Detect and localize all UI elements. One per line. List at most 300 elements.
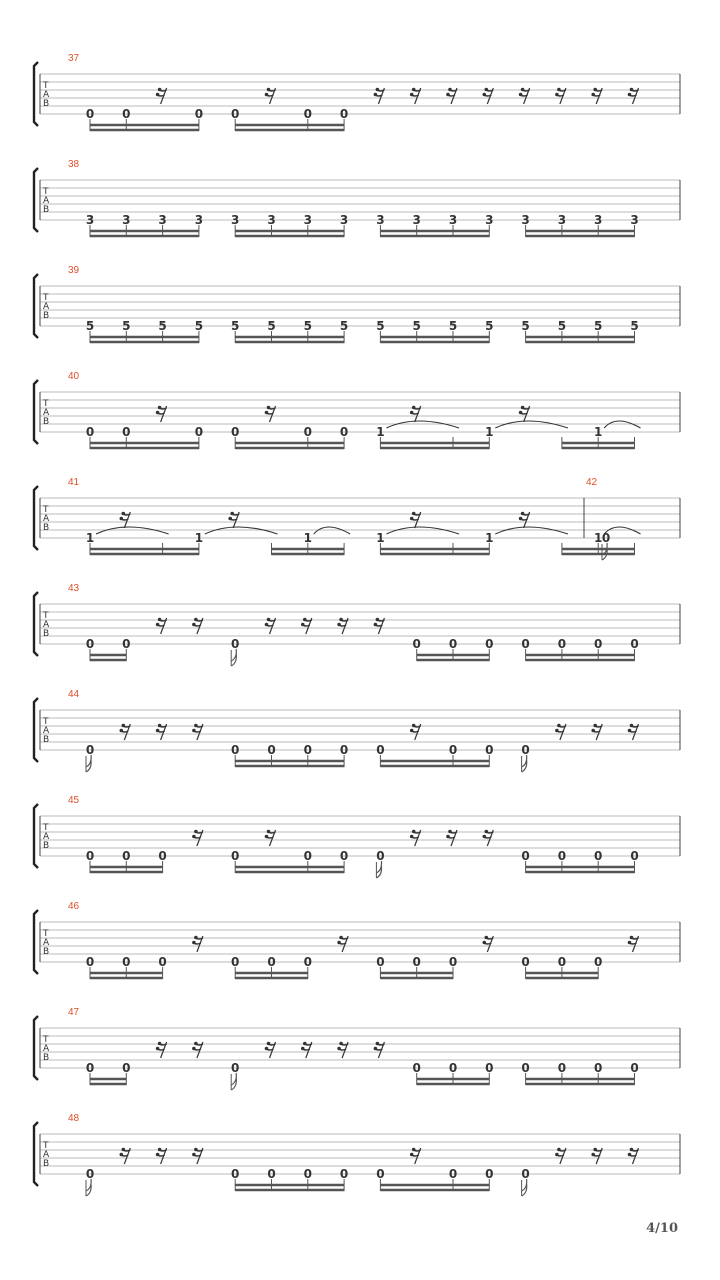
fret-number: 1 [303,531,312,545]
rest-dot [412,512,416,516]
fret-number: 0 [448,1167,458,1181]
fret-number: 3 [85,213,95,227]
rest-dot [483,93,487,97]
tab-clef-letter: T [43,1035,49,1045]
rest-dot [519,93,523,97]
rest-dot [156,93,160,97]
fret-number: 0 [303,107,312,121]
tab-system [34,265,680,343]
tab-clef-letter: T [43,505,49,515]
fret-number: 0 [122,1061,131,1075]
rest-dot [374,1047,378,1051]
fret-number: 0 [557,1061,567,1075]
fret-number: 0 [557,849,567,863]
system-bracket [34,168,38,232]
rest-dot [485,936,489,940]
fret-number: 0 [85,107,95,121]
rest-dot [265,93,269,97]
tab-system [34,1113,680,1196]
fret-number: 0 [521,637,530,651]
fret-number: 0 [231,425,240,439]
measure [68,583,639,666]
fret-number: 3 [231,213,240,227]
rest-dot [628,93,632,97]
tab-clef-letter: A [43,90,50,100]
rest-dot [519,517,523,521]
rest-dot [267,406,271,410]
fret-number: 0 [485,637,494,651]
measure-number: 45 [68,795,80,806]
system-bracket [34,274,38,338]
tab-clef-letter: B [43,629,50,639]
rest-dot [593,1148,597,1152]
measure [68,689,639,772]
tab-clef-letter: A [43,726,50,736]
fret-number: 0 [339,1167,349,1181]
rest-dot [630,936,634,940]
rest-dot [265,1047,269,1051]
fret-number: 5 [557,319,567,333]
rest-dot [591,1153,595,1157]
tab-clef-letter: T [43,81,49,91]
fret-number: 0 [303,743,312,757]
rest-dot [410,729,414,733]
tab-clef-letter: B [43,205,50,215]
measure [68,159,639,237]
rest-dot [339,618,343,622]
rest-dot [192,835,196,839]
rest-dot [337,623,341,627]
fret-number: 5 [485,319,494,333]
measure-number: 37 [68,53,80,64]
tab-clef-letter: B [43,841,50,851]
measure-number: 44 [68,689,80,700]
rest-dot [265,411,269,415]
rest-dot [265,623,269,627]
tab-clef-letter: T [43,717,49,727]
fret-number: 5 [376,319,385,333]
rest-dot [194,936,198,940]
rest-dot [156,1153,160,1157]
fret-number: 0 [158,955,167,969]
tab-clef-letter: B [43,1053,50,1063]
tab-system [34,159,680,237]
fret-number: 3 [194,213,204,227]
tab-clef-letter: B [43,947,50,957]
rest-dot [519,411,523,415]
measure-number: 40 [68,371,80,382]
rest-dot [483,835,487,839]
fret-number: 0 [303,849,312,863]
fret-number: 0 [85,425,95,439]
fret-number: 1 [194,531,204,545]
rest-dot [628,1153,632,1157]
fret-number: 0 [630,637,639,651]
fret-number: 0 [85,743,95,757]
fret-number: 3 [158,213,167,227]
measure [68,901,639,979]
rest-dot [374,93,378,97]
fret-number: 0 [194,107,204,121]
fret-number: 5 [412,319,421,333]
rest-dot [339,1042,343,1046]
rest-dot [303,618,307,622]
system-bracket [34,380,38,444]
rest-dot [446,835,450,839]
tab-clef-letter: A [43,196,50,206]
measure-number: 48 [68,1113,80,1124]
fret-number: 5 [303,319,312,333]
tab-system [34,371,680,449]
tab-system [34,53,680,131]
rest-dot [521,512,525,516]
fret-number: 5 [630,319,639,333]
rest-dot [122,1148,126,1152]
rest-dot [593,88,597,92]
fret-number: 0 [231,955,240,969]
fret-number: 3 [376,213,385,227]
tab-system [34,477,680,560]
fret-number: 0 [303,425,312,439]
fret-number: 0 [231,1061,240,1075]
tab-clef-letter: A [43,938,50,948]
rest-dot [630,724,634,728]
rest-dot [557,724,561,728]
rest-dot [485,830,489,834]
rest-dot [376,88,380,92]
fret-number: 0 [601,531,611,545]
tab-system [34,795,680,878]
rest-dot [410,835,414,839]
tab-clef-letter: T [43,187,49,197]
tab-system [34,583,680,666]
tab-clef-letter: A [43,1044,50,1054]
rest-dot [192,941,196,945]
fret-number: 0 [448,743,458,757]
fret-number: 0 [521,849,530,863]
rest-dot [194,1042,198,1046]
measure-number: 41 [68,477,80,488]
fret-number: 0 [267,743,276,757]
measure-number: 42 [586,477,598,488]
fret-number: 0 [557,637,567,651]
fret-number: 5 [521,319,530,333]
measure-number: 39 [68,265,80,276]
measure [68,1007,639,1090]
fret-number: 0 [158,849,167,863]
fret-number: 0 [521,955,530,969]
fret-number: 0 [122,849,131,863]
fret-number: 0 [630,849,639,863]
rest-dot [158,618,162,622]
fret-number: 0 [412,955,421,969]
fret-number: 0 [594,637,603,651]
measure-number: 43 [68,583,80,594]
system-bracket [34,910,38,974]
fret-number: 0 [122,637,131,651]
fret-number: 0 [122,955,131,969]
rest-dot [122,724,126,728]
rest-dot [120,1153,124,1157]
fret-number: 3 [412,213,421,227]
fret-number: 5 [231,319,240,333]
rest-dot [339,936,343,940]
tab-clef-letter: A [43,832,50,842]
fret-number: 0 [85,849,95,863]
rest-dot [265,835,269,839]
rest-dot [158,406,162,410]
fret-number: 0 [412,1061,421,1075]
fret-number: 1 [376,531,385,545]
rest-dot [156,729,160,733]
fret-number: 0 [594,849,603,863]
tab-clef-letter: A [43,408,50,418]
rest-dot [557,1148,561,1152]
fret-number: 0 [521,1061,530,1075]
fret-number: 0 [339,425,349,439]
rest-dot [628,729,632,733]
measure [68,265,639,343]
rest-dot [301,1047,305,1051]
rest-dot [267,88,271,92]
rest-dot [412,406,416,410]
rest-dot [412,88,416,92]
fret-number: 3 [122,213,131,227]
rest-dot [230,512,234,516]
rest-dot [120,729,124,733]
fret-number: 0 [231,743,240,757]
system-bracket [34,62,38,126]
fret-number: 3 [485,213,494,227]
fret-number: 0 [122,425,131,439]
fret-number: 0 [448,955,458,969]
rest-dot [267,618,271,622]
rest-dot [521,406,525,410]
fret-number: 0 [594,1061,603,1075]
fret-number: 0 [412,637,421,651]
fret-number: 5 [194,319,204,333]
fret-number: 0 [339,849,349,863]
measure [68,53,639,131]
fret-number: 1 [376,425,385,439]
fret-number: 3 [557,213,567,227]
fret-number: 1 [485,531,494,545]
fret-number: 0 [485,1061,494,1075]
rest-dot [192,623,196,627]
fret-number: 1 [594,425,603,439]
fret-number: 0 [231,107,240,121]
fret-number: 0 [85,1167,95,1181]
fret-number: 0 [267,955,276,969]
rest-dot [192,729,196,733]
fret-number: 0 [557,955,567,969]
rest-dot [483,941,487,945]
tab-clef-letter: B [43,99,50,109]
rest-dot [156,623,160,627]
rest-dot [410,93,414,97]
tab-clef-letter: B [43,735,50,745]
system-bracket [34,804,38,868]
rest-dot [591,729,595,733]
rest-dot [122,512,126,516]
rest-dot [156,1047,160,1051]
system-bracket [34,486,38,550]
system-bracket [34,592,38,656]
rest-dot [337,941,341,945]
fret-number: 5 [339,319,349,333]
fret-number: 3 [303,213,312,227]
rest-dot [448,830,452,834]
rest-dot [591,93,595,97]
fret-number: 3 [448,213,458,227]
fret-number: 3 [267,213,276,227]
fret-number: 0 [376,955,385,969]
rest-dot [158,1042,162,1046]
page-number: 4/10 [646,1221,678,1236]
fret-number: 5 [448,319,458,333]
system-bracket [34,1122,38,1186]
rest-dot [593,724,597,728]
rest-dot [192,1047,196,1051]
measure [68,371,641,449]
rest-dot [158,724,162,728]
rest-dot [194,618,198,622]
fret-number: 0 [122,107,131,121]
fret-number: 0 [303,1167,312,1181]
tab-clef-letter: B [43,523,50,533]
fret-number: 0 [231,849,240,863]
tab-clef-letter: T [43,399,49,409]
rest-dot [628,941,632,945]
rest-dot [555,729,559,733]
fret-number: 0 [521,1167,530,1181]
rest-dot [555,93,559,97]
tab-clef-letter: T [43,823,49,833]
rest-dot [410,517,414,521]
tab-clef-letter: T [43,293,49,303]
rest-dot [158,88,162,92]
rest-dot [376,618,380,622]
rest-dot [410,411,414,415]
fret-number: 0 [448,1061,458,1075]
rest-dot [337,1047,341,1051]
tab-system [34,689,680,772]
fret-number: 0 [339,107,349,121]
tab-clef-letter: A [43,620,50,630]
fret-number: 1 [594,531,603,545]
rest-dot [555,1153,559,1157]
system-bracket [34,698,38,762]
fret-number: 5 [594,319,603,333]
fret-number: 0 [85,1061,95,1075]
tab-clef-letter: B [43,1159,50,1169]
tab-clef-letter: T [43,1141,49,1151]
fret-number: 0 [267,1167,276,1181]
rest-dot [301,623,305,627]
fret-number: 0 [630,1061,639,1075]
tab-clef-letter: A [43,1150,50,1160]
system-bracket [34,1016,38,1080]
measure [68,1113,639,1196]
tab-clef-letter: B [43,311,50,321]
fret-number: 3 [594,213,603,227]
fret-number: 0 [85,637,95,651]
fret-number: 0 [231,1167,240,1181]
fret-number: 5 [158,319,167,333]
fret-number: 3 [339,213,349,227]
rest-dot [557,88,561,92]
rest-dot [267,830,271,834]
rest-dot [446,93,450,97]
tab-clef-letter: T [43,929,49,939]
rest-dot [228,517,232,521]
fret-number: 0 [376,849,385,863]
measure-number: 46 [68,901,80,912]
fret-number: 1 [85,531,95,545]
fret-number: 0 [339,743,349,757]
tab-clef-letter: B [43,417,50,427]
fret-number: 0 [231,637,240,651]
fret-number: 5 [122,319,131,333]
fret-number: 3 [521,213,530,227]
fret-number: 0 [303,955,312,969]
fret-number: 0 [485,743,494,757]
measure [68,477,641,555]
rest-dot [158,1148,162,1152]
fret-number: 0 [376,743,385,757]
rest-dot [156,411,160,415]
rest-dot [194,1148,198,1152]
rest-dot [485,88,489,92]
tab-clef-letter: T [43,611,49,621]
tab-system [34,1007,680,1090]
fret-number: 0 [521,743,530,757]
rest-dot [303,1042,307,1046]
measure-number: 47 [68,1007,80,1018]
fret-number: 5 [267,319,276,333]
measure [584,477,610,560]
fret-number: 0 [448,637,458,651]
tab-clef-letter: A [43,302,50,312]
fret-number: 0 [85,955,95,969]
fret-number: 0 [594,955,603,969]
rest-dot [630,1148,634,1152]
rest-dot [376,1042,380,1046]
rest-dot [412,830,416,834]
rest-dot [410,1153,414,1157]
rest-dot [630,88,634,92]
fret-number: 3 [630,213,639,227]
measure [68,795,639,878]
fret-number: 0 [376,1167,385,1181]
rest-dot [194,830,198,834]
fret-number: 0 [194,425,204,439]
rest-dot [448,88,452,92]
rest-dot [192,1153,196,1157]
tab-system [34,901,680,979]
rest-dot [120,517,124,521]
measure-number: 38 [68,159,80,170]
fret-number: 5 [85,319,95,333]
rest-dot [412,724,416,728]
fret-number: 1 [485,425,494,439]
rest-dot [194,724,198,728]
tab-clef-letter: A [43,514,50,524]
fret-number: 0 [485,1167,494,1181]
rest-dot [267,1042,271,1046]
rest-dot [521,88,525,92]
rest-dot [412,1148,416,1152]
